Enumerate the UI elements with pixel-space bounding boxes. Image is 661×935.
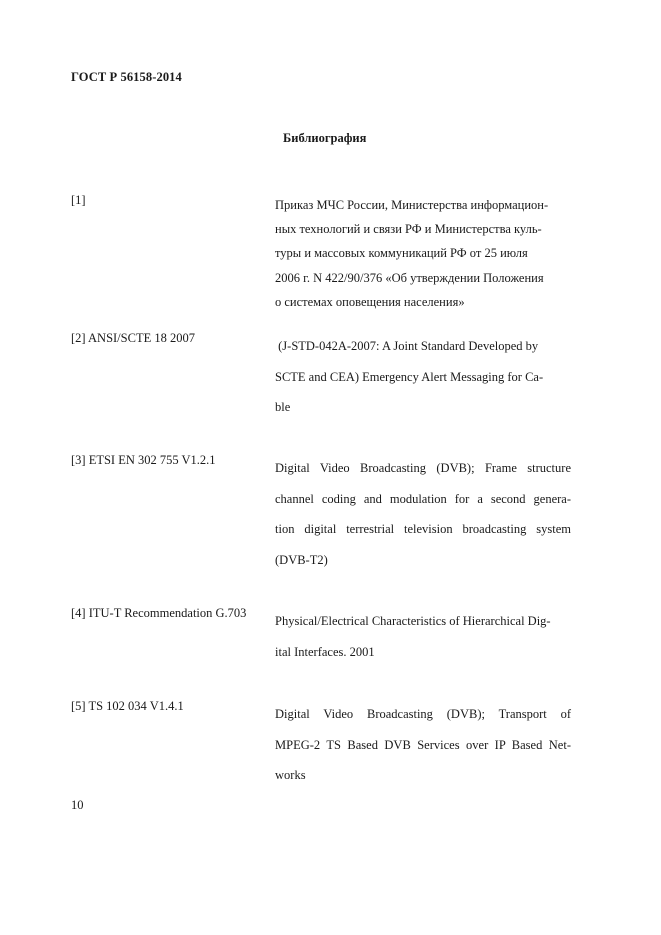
- entry-line: channel coding and modulation for a second genera-: [275, 491, 571, 506]
- entry-line: tion digital terrestrial television broadcasting system: [275, 522, 571, 536]
- entry-line: (DVB-T2): [275, 552, 328, 567]
- entry-line: works: [275, 768, 306, 782]
- entry-description: [275, 331, 571, 423]
- entry-reference: [2] ANSI/SCTE 18 2007: [71, 331, 195, 345]
- entry-line: Приказ МЧС России, Министерства информацион-: [275, 198, 549, 212]
- entry-line: ных технологий и связи РФ и Министерства куль-: [275, 222, 542, 237]
- entry-line: Digital Video Broadcasting (DVB); Frame structure: [275, 461, 571, 475]
- entry-reference: [5] TS 102 034 V1.4.1: [71, 699, 184, 713]
- entry-reference: [1]: [71, 193, 86, 207]
- entry-line: Physical/Electrical Characteristics of Hierarchical Dig-: [275, 614, 551, 628]
- entry-line: туры и массовых коммуникаций РФ от 25 июля: [275, 246, 528, 261]
- entry-reference: [3] ETSI EN 302 755 V1.2.1: [71, 453, 216, 467]
- entry-line: ble: [275, 400, 291, 414]
- entry-description: [275, 606, 571, 667]
- entry-line: MPEG-2 TS Based DVB Services over IP Based Net-: [275, 737, 571, 752]
- entry-reference: [4] ITU-T Recommendation G.703: [71, 606, 247, 620]
- document-header: ГОСТ Р 56158-2014: [71, 70, 182, 84]
- page-number: 10: [71, 798, 84, 812]
- entry-line: (J-STD-042A-2007: A Joint Standard Developed by: [275, 339, 539, 353]
- entry-description: [275, 453, 571, 575]
- entry-description: [275, 193, 571, 314]
- entry-line: SCTE and CEA) Emergency Alert Messaging for Ca-: [275, 369, 544, 384]
- entry-line: ital Interfaces. 2001: [275, 644, 375, 659]
- entry-line: Digital Video Broadcasting (DVB); Transport of: [275, 707, 571, 721]
- entry-description: [275, 699, 571, 791]
- section-title: Библиография: [283, 131, 367, 145]
- entry-line: о системах оповещения населения»: [275, 294, 465, 309]
- entry-line: 2006 г. N 422/90/376 «Об утверждении Положения: [275, 270, 544, 285]
